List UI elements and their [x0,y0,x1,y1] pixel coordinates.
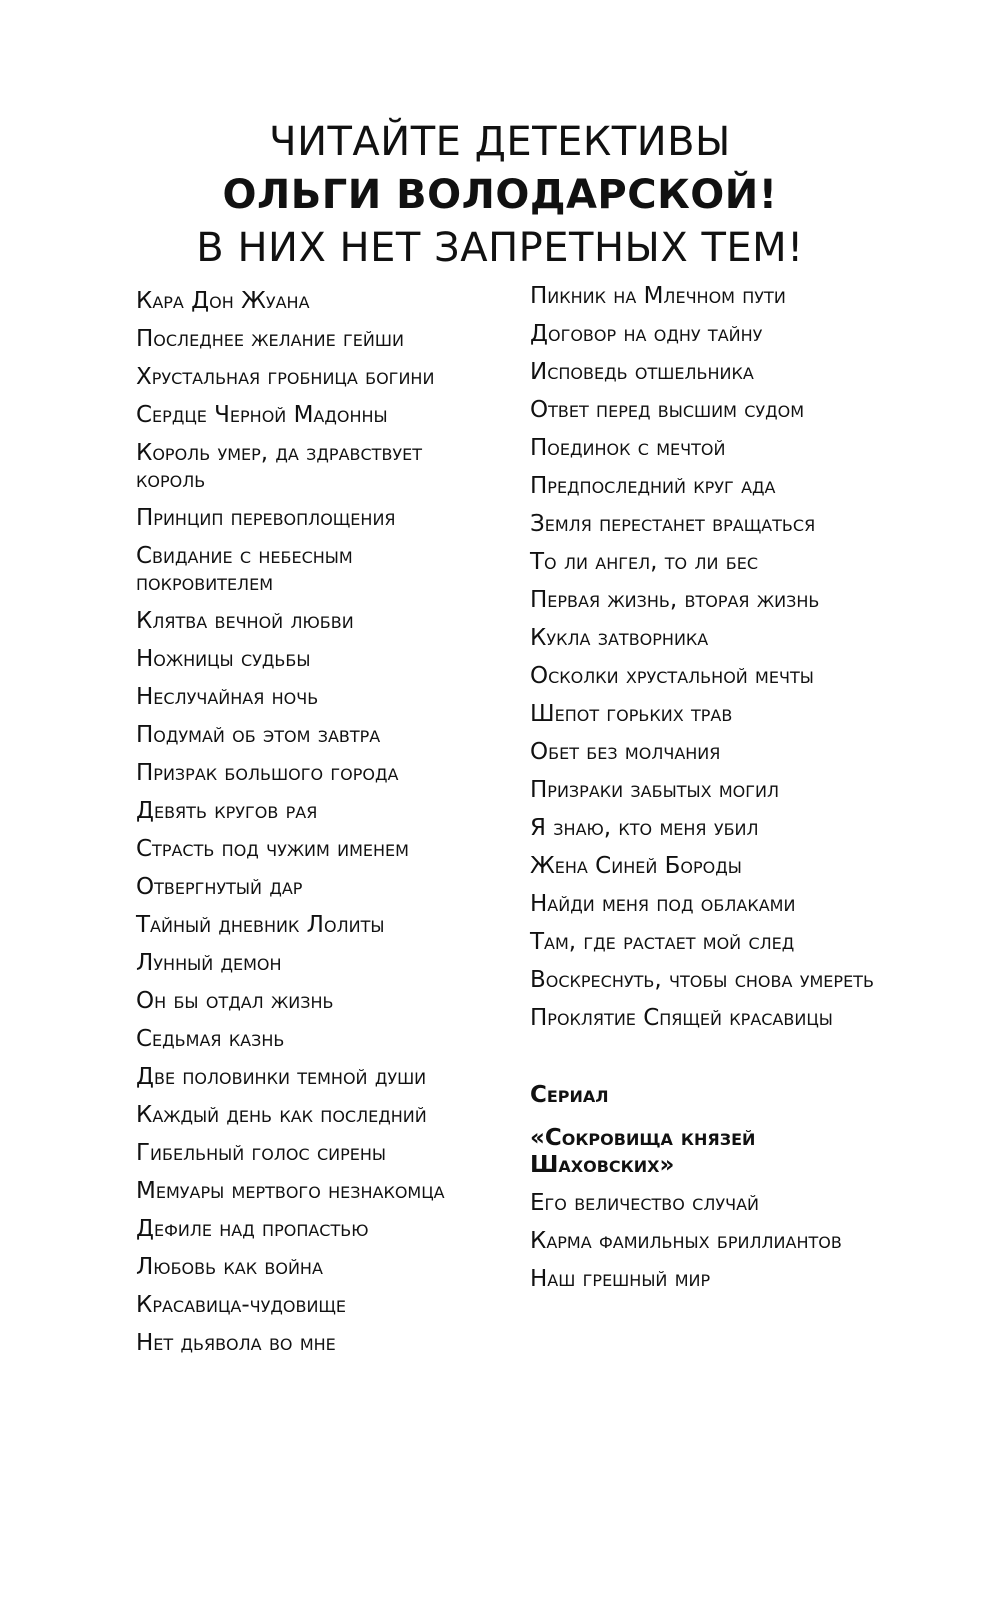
series-book-title: Наш грешный мир [530,1266,711,1292]
series-block [530,1082,890,1293]
book-title: Мемуары мертвого незнакомца [136,1178,445,1204]
book-title: Страсть под чужим именем [136,836,409,862]
book-title: Кара Дон Жуана [136,288,310,314]
book-title: Неслучайная ночь [136,684,319,710]
series-name: «Сокровища князей Шаховских» [530,1125,756,1178]
book-title: Красавица-чудовище [136,1292,347,1318]
book-title: Кукла затворника [530,625,709,651]
book-title: То ли ангел, то ли бес [530,549,759,575]
book-title: Дефиле над пропастью [136,1216,369,1242]
book-title: Любовь как война [136,1254,323,1280]
book-title: Земля перестанет вращаться [530,511,816,537]
book-title: Седьмая казнь [136,1026,285,1052]
book-title: Воскреснуть, чтобы снова умереть [530,967,874,993]
book-title: Нет дьявола во мне [136,1330,336,1356]
book-title: Исповедь отшельника [530,359,754,385]
book-title: Ответ перед высшим судом [530,397,805,423]
book-title: Подумай об этом завтра [136,722,381,748]
book-title: Свидание с небесным покровителем [136,543,353,596]
book-title: Лунный демон [136,950,282,976]
book-title: Проклятие Спящей красавицы [530,1005,833,1031]
book-title: Там, где растает мой след [530,929,795,955]
book-title: Пикник на Млечном пути [530,283,786,309]
book-title: Хрустальная гробница богини [136,364,435,390]
book-title: Первая жизнь, вторая жизнь [530,587,820,613]
book-title: Договор на одну тайну [530,321,763,347]
book-title: Каждый день как последний [136,1102,427,1128]
book-title: Последнее желание гейши [136,326,404,352]
book-title: Он бы отдал жизнь [136,988,334,1014]
book-title: Предпоследний круг ада [530,473,776,499]
book-title: Две половинки темной души [136,1064,427,1090]
book-title: Клятва вечной любви [136,608,354,634]
book-title: Девять кругов рая [136,798,318,824]
heading-line-1: ЧИТАЙТЕ ДЕТЕКТИВЫ [269,119,731,165]
series-label: Сериал [530,1082,609,1108]
book-title: Шепот горьких трав [530,701,733,727]
book-title: Поединок с мечтой [530,435,726,461]
right-title-list [530,283,890,1304]
heading-author: ОЛЬГИ ВОЛОДАРСКОЙ! [222,172,778,218]
book-title: Ножницы судьбы [136,646,311,672]
book-title: Отвергнутый дар [136,874,303,900]
book-title: Жена Синей Бороды [530,853,742,879]
book-title: Найди меня под облаками [530,891,796,917]
book-title: Король умер, да здравствует король [136,440,423,493]
book-title: Призрак большого города [136,760,399,786]
book-title: Гибельный голос сирены [136,1140,387,1166]
book-title: Тайный дневник Лолиты [136,912,385,938]
series-book-title: Карма фамильных бриллиантов [530,1228,842,1254]
book-title: Я знаю, кто меня убил [530,815,759,841]
book-title: Призраки забытых могил [530,777,780,803]
series-book-title: Его величество случай [530,1190,760,1216]
page-heading [0,116,1000,275]
heading-line-3: В НИХ НЕТ ЗАПРЕТНЫХ ТЕМ! [196,225,804,271]
book-title: Осколки хрустальной мечты [530,663,814,689]
book-title: Принцип перевоплощения [136,505,396,531]
book-title: Сердце Черной Мадонны [136,402,388,428]
left-title-list [136,288,496,1368]
book-title: Обет без молчания [530,739,721,765]
